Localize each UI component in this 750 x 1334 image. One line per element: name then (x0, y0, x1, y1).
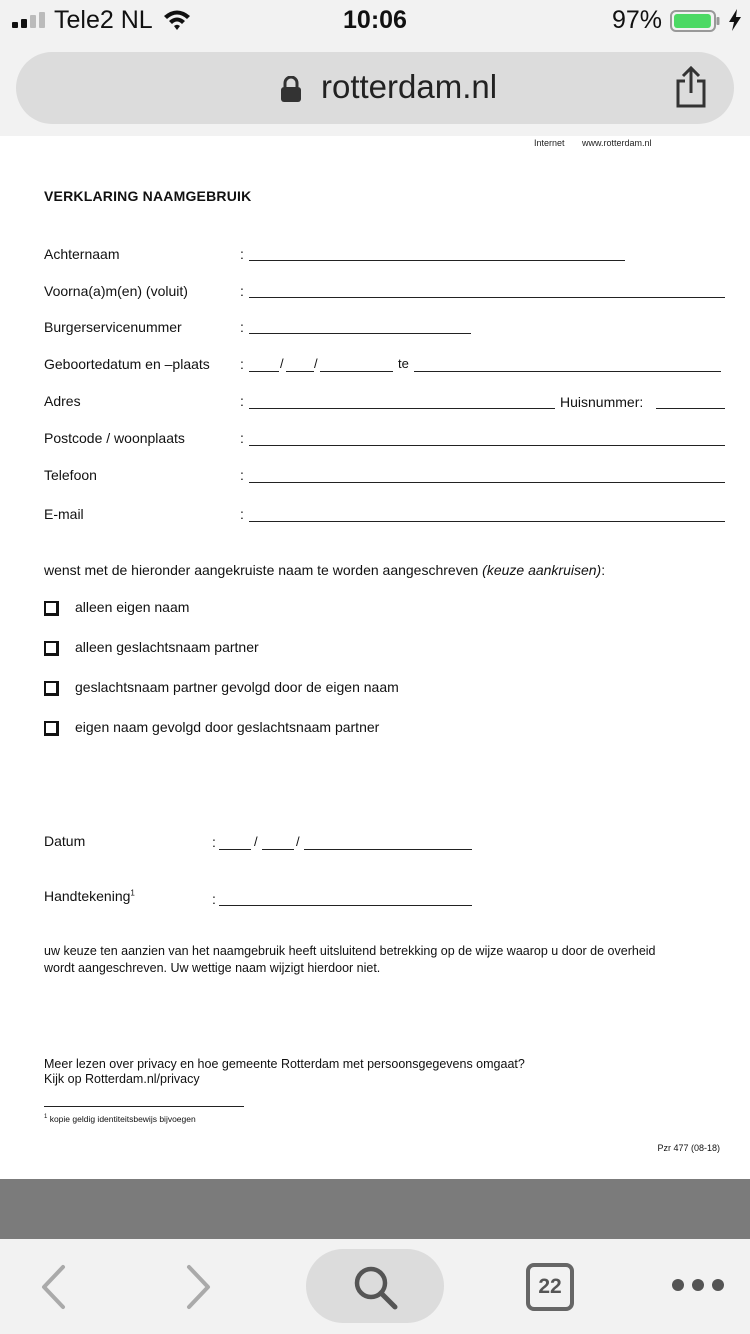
footnote (44, 1114, 196, 1124)
intro-text: wenst met de hieronder aangekruiste naam te worden aangeschreven (44, 562, 483, 578)
header-internet: Internet (534, 138, 565, 148)
colon: : (240, 430, 244, 446)
field-line-voornamen[interactable] (249, 297, 725, 298)
field-line-email[interactable] (249, 521, 725, 522)
date-slash: / (296, 834, 300, 849)
label-geboorte: Geboortedatum en –plaats (44, 356, 210, 372)
privacy-line-1: Meer lezen over privacy en hoe gemeente Rotterdam met persoonsgegevens omgaat? (44, 1057, 525, 1071)
colon: : (240, 506, 244, 522)
colon: : (240, 393, 244, 409)
viewer-background (0, 1179, 750, 1239)
label-adres: Adres (44, 393, 81, 409)
checkbox[interactable] (44, 601, 59, 616)
footnote-mark: 1 (44, 1114, 48, 1121)
privacy-line-2: Kijk op Rotterdam.nl/privacy (44, 1072, 200, 1086)
colon: : (240, 467, 244, 483)
label-voornamen: Voorna(a)m(en) (voluit) (44, 283, 188, 299)
disclaimer-text: uw keuze ten aanzien van het naamgebruik heeft uitsluitend betrekking op de wijze waarop u door de overheid wordt aangeschreven. Uw wettige naam wijzigt hierdoor niet. (44, 944, 656, 975)
colon: : (240, 283, 244, 299)
carrier-name: Tele2 NL (54, 6, 153, 34)
footnote-divider (44, 1106, 244, 1107)
colon: : (212, 834, 216, 850)
colon: : (212, 891, 216, 907)
field-line-birth-year[interactable] (320, 371, 393, 372)
share-icon[interactable] (674, 66, 708, 108)
header-url: www.rotterdam.nl (582, 138, 652, 148)
label-email: E-mail (44, 506, 84, 522)
intro-italic: (keuze aankruisen) (482, 562, 602, 578)
field-line-achternaam[interactable] (249, 260, 625, 261)
search-button[interactable] (306, 1249, 444, 1323)
field-line-datum-month[interactable] (262, 849, 294, 850)
option-label: alleen geslachtsnaam partner (75, 639, 259, 655)
field-line-birth-month[interactable] (286, 371, 314, 372)
label-datum: Datum (44, 833, 86, 849)
more-icon[interactable] (670, 1275, 726, 1295)
battery-percent: 97% (611, 6, 662, 34)
field-line-bsn[interactable] (249, 333, 471, 334)
lock-icon (280, 76, 302, 102)
field-line-huisnummer[interactable] (656, 408, 725, 409)
address-bar[interactable] (16, 52, 734, 124)
checkbox[interactable] (44, 681, 59, 696)
colon: : (240, 246, 244, 262)
option-label: eigen naam gevolgd door geslachtsnaam partner (75, 719, 380, 735)
date-slash: / (280, 356, 284, 371)
field-line-postcode[interactable] (249, 445, 725, 446)
label-postcode: Postcode / woonplaats (44, 430, 185, 446)
colon: : (240, 356, 244, 372)
field-line-telefoon[interactable] (249, 482, 725, 483)
checkbox[interactable] (44, 721, 59, 736)
label-achternaam: Achternaam (44, 246, 120, 262)
url-domain[interactable]: rotterdam.nl (321, 68, 498, 105)
battery-icon (670, 10, 720, 32)
pdf-document (0, 136, 750, 1179)
document-title: VERKLARING NAAMGEBRUIK (44, 188, 252, 204)
field-line-datum-year[interactable] (304, 849, 472, 850)
forward-icon[interactable] (184, 1263, 214, 1311)
checkbox[interactable] (44, 641, 59, 656)
colon: : (240, 319, 244, 335)
search-icon (351, 1263, 399, 1311)
field-line-datum-day[interactable] (219, 849, 251, 850)
label-bsn: Burgerservicenummer (44, 319, 182, 335)
intro-end: : (601, 562, 606, 578)
footnote-ref: 1 (130, 888, 135, 898)
label-handtekening (44, 888, 135, 904)
date-slash: / (254, 834, 258, 849)
option-label: alleen eigen naam (75, 599, 190, 615)
field-line-birth-day[interactable] (249, 371, 279, 372)
field-line-birth-place[interactable] (414, 371, 721, 372)
clock-time: 10:06 (343, 6, 407, 34)
browser-toolbar (0, 1239, 750, 1334)
date-slash: / (314, 356, 318, 371)
label-huisnummer: Huisnummer: (560, 394, 644, 410)
field-line-adres[interactable] (249, 408, 555, 409)
te-label: te (398, 356, 409, 371)
footnote-text: kopie geldig identiteitsbewijs bijvoegen (47, 1114, 196, 1124)
intro-sentence (44, 562, 605, 578)
tabs-button[interactable] (526, 1263, 574, 1311)
form-code: Pzr 477 (08-18) (657, 1143, 720, 1153)
option-label: geslachtsnaam partner gevolgd door de eigen naam (75, 679, 399, 695)
field-line-handtekening[interactable] (219, 905, 472, 906)
back-icon[interactable] (38, 1263, 68, 1311)
label-telefoon: Telefoon (44, 467, 97, 483)
charging-bolt-icon (728, 9, 742, 31)
handtekening-text: Handtekening (44, 888, 131, 904)
tab-count: 22 (538, 1275, 562, 1298)
status-bar (0, 0, 750, 42)
